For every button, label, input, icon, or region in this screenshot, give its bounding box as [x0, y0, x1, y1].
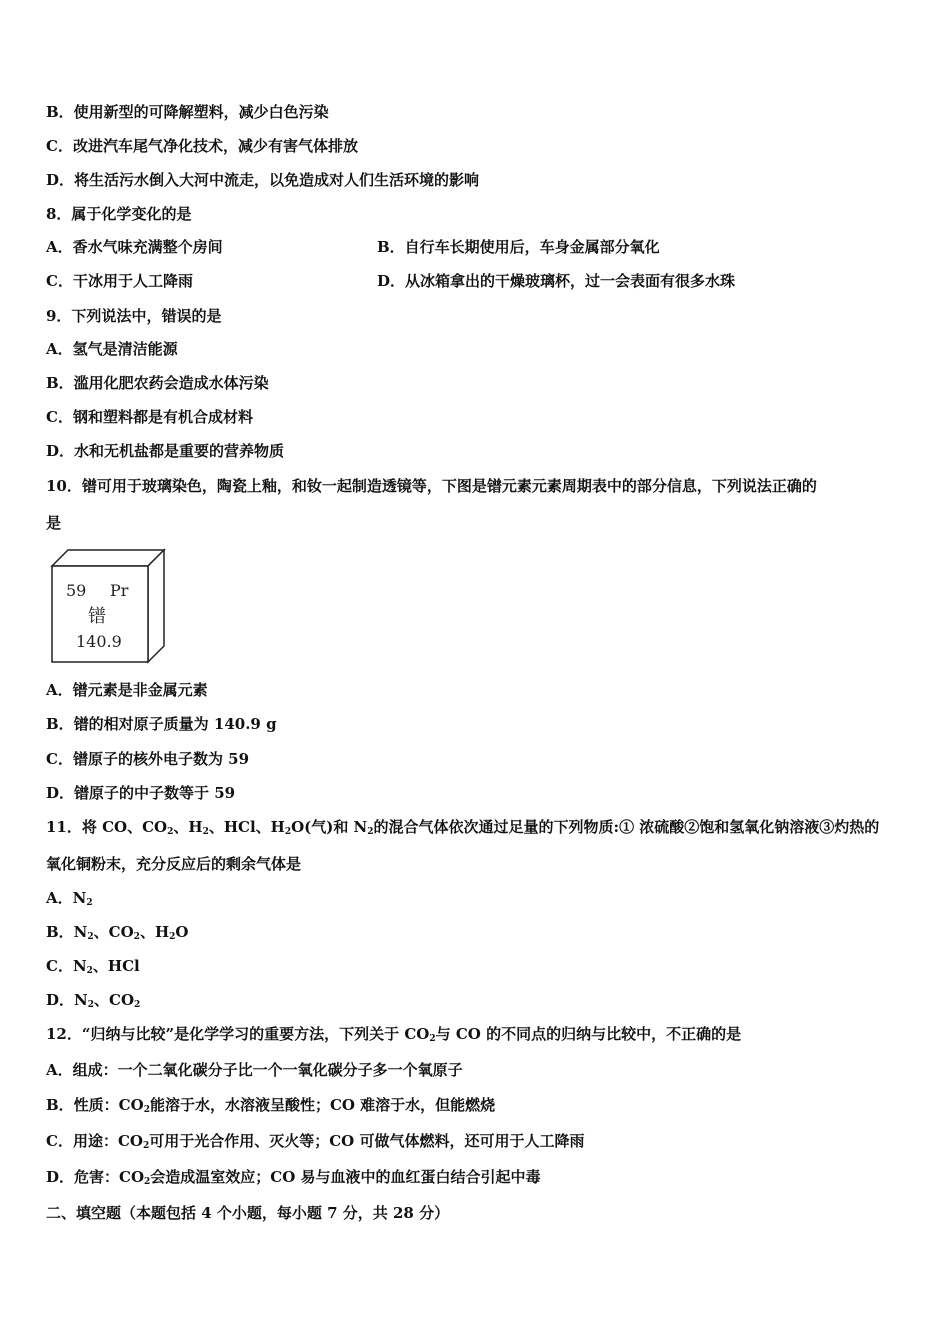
q10-stem-line2: 是 [46, 514, 62, 532]
q11-stem-line2: 氧化铜粉末，充分反应后的剩余气体是 [46, 855, 302, 873]
q8-option-d: D．从冰箱拿出的干燥玻璃杯，过一会表面有很多水珠 [377, 272, 736, 290]
q12-option-b: B．性质：$CO_2$能溶于水，水溶液呈酸性；CO 难溶于水，但能燃烧 [46, 1096, 496, 1115]
q11-option-c: C．$N_2$、HCl [46, 957, 140, 976]
q9-stem: 9．下列说法中，错误的是 [46, 307, 222, 325]
element-name: 镨 [88, 606, 106, 627]
element-card [48, 546, 168, 664]
q11-option-a: A．$N_2$ [46, 889, 93, 908]
q11-option-d: D．$N_2$、$CO_2$ [46, 991, 141, 1010]
q10-option-d: D．镨原子的中子数等于 59 [46, 784, 236, 802]
q9-option-d: D．水和无机盐都是重要的营养物质 [46, 442, 285, 460]
q12-option-c: C．用途：$CO_2$可用于光合作用、灭火等；CO 可做气体燃料，还可用于人工降雨 [46, 1132, 585, 1151]
q9-option-b: B．滥用化肥农药会造成水体污染 [46, 374, 269, 392]
q9-option-a: A．氢气是清洁能源 [46, 340, 178, 358]
q8-stem: 8．属于化学变化的是 [46, 205, 192, 223]
q10-option-a: A．镨元素是非金属元素 [46, 681, 208, 699]
q8-option-b: B．自行车长期使用后，车身金属部分氧化 [377, 238, 660, 256]
q10-option-c: C．镨原子的核外电子数为 59 [46, 750, 250, 768]
q12-option-a: A．组成：一个二氧化碳分子比一个一氧化碳分子多一个氧原子 [46, 1061, 463, 1079]
q8-option-a: A．香水气味充满整个房间 [46, 238, 223, 256]
section-2-title: 二、填空题（本题包括 4 个小题，每小题 7 分，共 28 分） [46, 1204, 450, 1222]
q7-option-d: D．将生活污水倒入大河中流走，以免造成对人们生活环境的影响 [46, 171, 480, 189]
q10-stem-line1: 10．镨可用于玻璃染色，陶瓷上釉，和钕一起制造透镜等，下图是镨元素元素周期表中的部分信息，下列说法正确的 [46, 477, 817, 495]
q8-option-c: C．干冰用于人工降雨 [46, 272, 193, 290]
element-symbol: Pr [110, 581, 129, 600]
q9-option-c: C．钢和塑料都是有机合成材料 [46, 408, 253, 426]
element-number: 59 [66, 581, 87, 600]
q12-option-d: D．危害：$CO_2$会造成温室效应；CO 易与血液中的血红蛋白结合引起中毒 [46, 1168, 541, 1187]
element-card-drawing [48, 546, 168, 664]
q10-option-b: B．镨的相对原子质量为 140.9 g [46, 715, 277, 733]
q7-option-b: B．使用新型的可降解塑料，减少白色污染 [46, 103, 329, 121]
q12-stem: 12．“归纳与比较”是化学学习的重要方法，下列关于 $CO_2$与 CO 的不同点的归纳与比较中，不正确的是 [46, 1025, 742, 1044]
q7-option-c: C．改进汽车尾气净化技术，减少有害气体排放 [46, 137, 358, 155]
q11-option-b: B．$N_2$、$CO_2$、$H_2O$ [46, 923, 189, 942]
q11-stem-line1: 11．将 CO、$CO_2$、$H_2$、HCl、$H_2O$(气)和 $N_2$的混合气体依次通过足量的下列物质:① 浓硫酸②饱和氢氧化钠溶液③灼热的 [46, 818, 880, 837]
element-mass: 140.9 [76, 632, 122, 651]
